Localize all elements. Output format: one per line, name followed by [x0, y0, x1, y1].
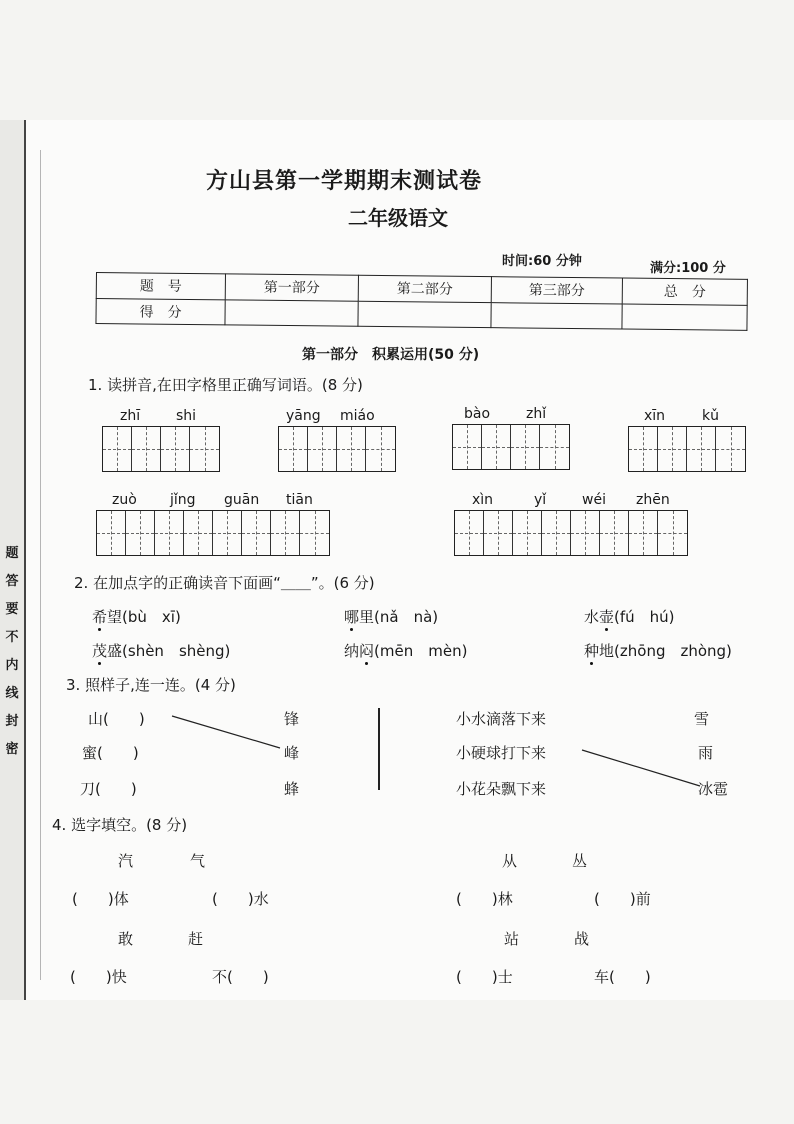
fill-blank[interactable]: ( )林 [456, 890, 513, 908]
match-left-item[interactable]: 蜜( ) [82, 744, 139, 762]
pinyin: jǐng [170, 492, 196, 508]
match-answer[interactable]: 雪 [694, 710, 710, 728]
seal-line-char: 密 [5, 742, 19, 757]
dotted-char: 闷 [359, 642, 375, 660]
seal-line-char: 线 [5, 686, 19, 701]
score-header-cell: 第三部分 [491, 277, 622, 304]
fill-blank[interactable]: ( )水 [212, 890, 269, 908]
pinyin-options[interactable]: (shèn shèng) [122, 642, 231, 660]
match-phrase[interactable]: 小水滴落下来 [456, 710, 547, 728]
char-choice: 汽 [118, 852, 134, 870]
dotted-char: 茂 [92, 642, 108, 660]
fill-blank[interactable]: 车( ) [594, 968, 651, 986]
pinyin-options[interactable]: (nǎ nà) [374, 608, 439, 626]
question-3-title: 3. 照样子,连一连。(4 分) [66, 676, 236, 694]
question-1-title: 1. 读拼音,在田字格里正确写词语。(8 分) [88, 376, 363, 394]
match-middle-item[interactable]: 锋 [284, 710, 300, 728]
pinyin: wéi [582, 492, 606, 508]
pinyin: kǔ [702, 408, 719, 424]
seal-line-char: 不 [5, 630, 19, 645]
section-title: 第一部分 积累运用(50 分) [302, 347, 480, 363]
fill-blank[interactable]: ( )士 [456, 968, 513, 986]
char-choice: 站 [504, 930, 520, 948]
pinyin: tiān [286, 492, 313, 508]
pinyin: miáo [340, 408, 375, 424]
seal-line-char: 封 [5, 714, 19, 729]
match-phrase[interactable]: 小硬球打下来 [456, 744, 547, 762]
word-part: 纳 [344, 642, 360, 660]
score-header-cell: 题 号 [96, 273, 225, 300]
char-choice: 从 [502, 852, 518, 870]
pinyin-options[interactable]: (fú hú) [614, 608, 675, 626]
char-choice: 敢 [118, 930, 134, 948]
char-choice: 赶 [188, 930, 204, 948]
char-choice: 气 [190, 852, 206, 870]
word-part: 望 [107, 608, 123, 626]
match-left-item[interactable]: 刀( ) [80, 780, 137, 798]
exam-title: 方山县第一学期期末测试卷 [206, 168, 483, 194]
full-score: 满分:100 分 [650, 261, 726, 276]
seal-line-char: 题 [5, 546, 19, 561]
pinyin: xìn [472, 492, 494, 508]
pinyin-options[interactable]: (zhōng zhòng) [614, 642, 732, 660]
fill-blank[interactable]: ( )体 [72, 890, 129, 908]
match-answer[interactable]: 冰雹 [698, 780, 729, 798]
dotted-char: 哪 [344, 608, 360, 626]
word-part: 盛 [107, 642, 123, 660]
seal-line-char: 要 [5, 602, 19, 617]
pinyin: zhēn [636, 492, 670, 508]
pinyin: zuò [112, 492, 137, 508]
word-part: 水 [584, 608, 600, 626]
pinyin-options[interactable]: (bù xī) [122, 608, 181, 626]
time-limit: 时间:60 分钟 [502, 254, 582, 269]
char-choice: 丛 [572, 852, 588, 870]
char-choice: 战 [574, 930, 590, 948]
match-answer[interactable]: 雨 [698, 744, 714, 762]
score-label-cell: 得 分 [96, 298, 225, 325]
pinyin: zhī [120, 408, 141, 424]
example-line [582, 750, 700, 786]
question-2-title: 2. 在加点字的正确读音下面画“＿＿”。(6 分) [74, 574, 375, 592]
match-middle-item[interactable]: 蜂 [284, 780, 300, 798]
match-middle-item[interactable]: 峰 [284, 744, 300, 762]
seal-line-char: 答 [5, 574, 19, 589]
word-part: 地 [599, 642, 615, 660]
score-header-cell: 第一部分 [225, 274, 358, 301]
pinyin-options[interactable]: (mēn mèn) [374, 642, 468, 660]
fill-blank[interactable]: ( )前 [594, 890, 651, 908]
fill-blank[interactable]: ( )快 [70, 968, 127, 986]
dotted-char: 壶 [599, 608, 615, 626]
pinyin: bào [464, 406, 491, 422]
fill-blank[interactable]: 不( ) [212, 968, 269, 986]
dotted-char: 种 [584, 642, 600, 660]
word-part: 里 [359, 608, 375, 626]
match-left-item[interactable]: 山( ) [88, 710, 145, 728]
match-phrase[interactable]: 小花朵飘下来 [456, 780, 547, 798]
score-header-cell: 总 分 [622, 278, 747, 305]
pinyin: xīn [644, 408, 666, 424]
pinyin: yǐ [534, 492, 547, 508]
seal-line-char: 内 [5, 658, 19, 673]
example-line [172, 716, 280, 748]
pinyin: shi [176, 408, 197, 424]
question-4-title: 4. 选字填空。(8 分) [52, 816, 188, 834]
pinyin: yāng [286, 408, 321, 424]
pinyin: guān [224, 492, 260, 508]
pinyin: zhǐ [526, 406, 547, 422]
exam-subtitle: 二年级语文 [348, 206, 448, 230]
dotted-char: 希 [92, 608, 108, 626]
score-header-cell: 第二部分 [358, 275, 491, 302]
